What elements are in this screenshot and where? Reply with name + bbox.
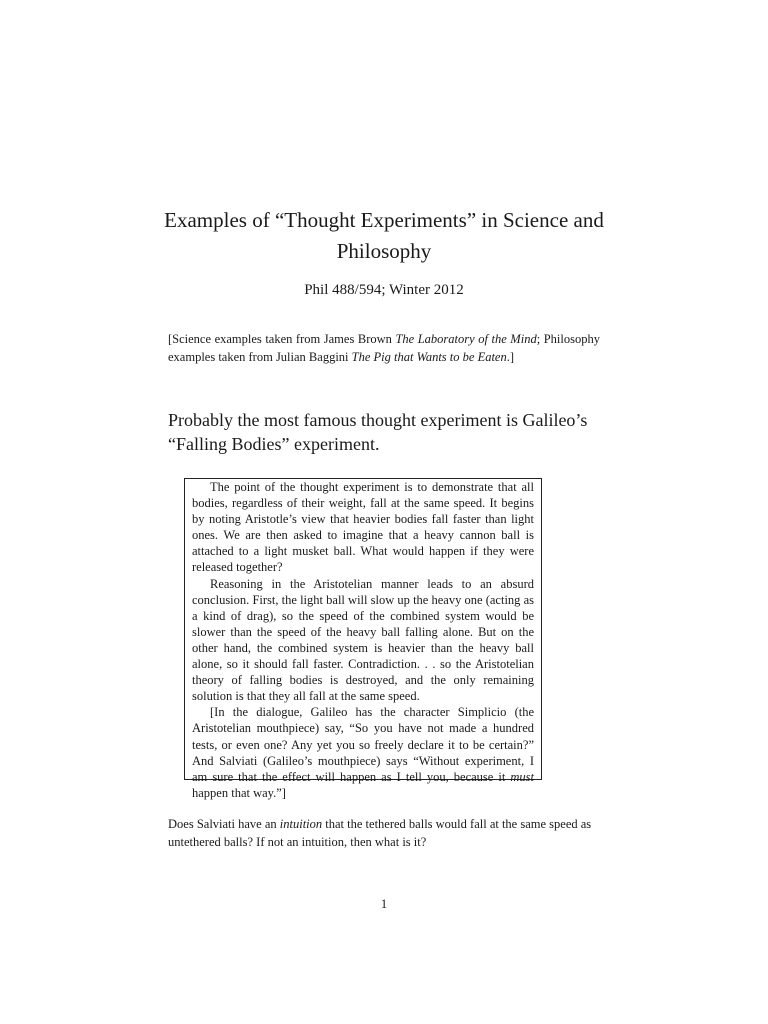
box-paragraph: The point of the thought experiment is to demonstrate that all bodies, regardless of their weight, fall at the same speed. It begins by noting Aristotle’s view that heavier bodies fall faster than light ones. We are then asked to imagine that a heavy cannon ball is attached to a light musket ball. What would happen if they were released together? bbox=[192, 480, 534, 575]
sources-prefix: [Science examples taken from James Brown bbox=[168, 332, 396, 346]
book-title-pig: The Pig that Wants to be Eaten bbox=[351, 350, 507, 364]
quote-text: [In the dialogue, Galileo has the character Simplicio (the Aristotelian mouthpiece) say, “So you have not made a hundred tests, or even one? Any yet you so freely declare it to be certain?” And Salviati (Galileo’s mouthpiece) says “Without experiment, I am sure that the effect will happen as I tell you, because it bbox=[192, 705, 534, 784]
course-line: Phil 488/594; Winter 2012 bbox=[304, 282, 464, 298]
sources-note bbox=[168, 330, 600, 366]
discussion-question bbox=[168, 815, 600, 851]
box-paragraph bbox=[192, 704, 534, 801]
sources-suffix: .] bbox=[506, 350, 515, 364]
question-text: Does Salviati have an bbox=[168, 817, 280, 831]
sources-middle: ; Philosophy examples taken from Julian Baggini bbox=[168, 332, 600, 364]
question-text-end: that the tethered balls would fall at the same speed as untethered balls? If not an intuition, then what is it? bbox=[168, 817, 592, 849]
book-title-laboratory: The Laboratory of the Mind bbox=[395, 332, 537, 346]
box-paragraph: Reasoning in the Aristotelian manner leads to an absurd conclusion. First, the light ball will slow up the heavy one (acting as a kind of drag), so the speed of the combined system would be slower than the speed of the heavy ball falling alone. But on the other hand, the combined system is heavier than the heavy ball alone, so it should fall faster. Contradiction. . . so the Aristotelian theory of falling bodies is destroyed, and the only remaining solution is that they all fall at the same speed. bbox=[192, 576, 534, 704]
emphasis-must: must bbox=[510, 769, 534, 784]
emphasis-intuition: intuition bbox=[279, 817, 323, 831]
section-heading: Probably the most famous thought experiment is Galileo’s “Falling Bodies” experiment. bbox=[168, 410, 588, 454]
falling-bodies-box bbox=[184, 478, 542, 800]
document-title: Examples of “Thought Experiments” in Science and Philosophy bbox=[164, 208, 604, 263]
quote-text-end: happen that way.”] bbox=[192, 785, 286, 800]
page-number: 1 bbox=[380, 897, 388, 911]
